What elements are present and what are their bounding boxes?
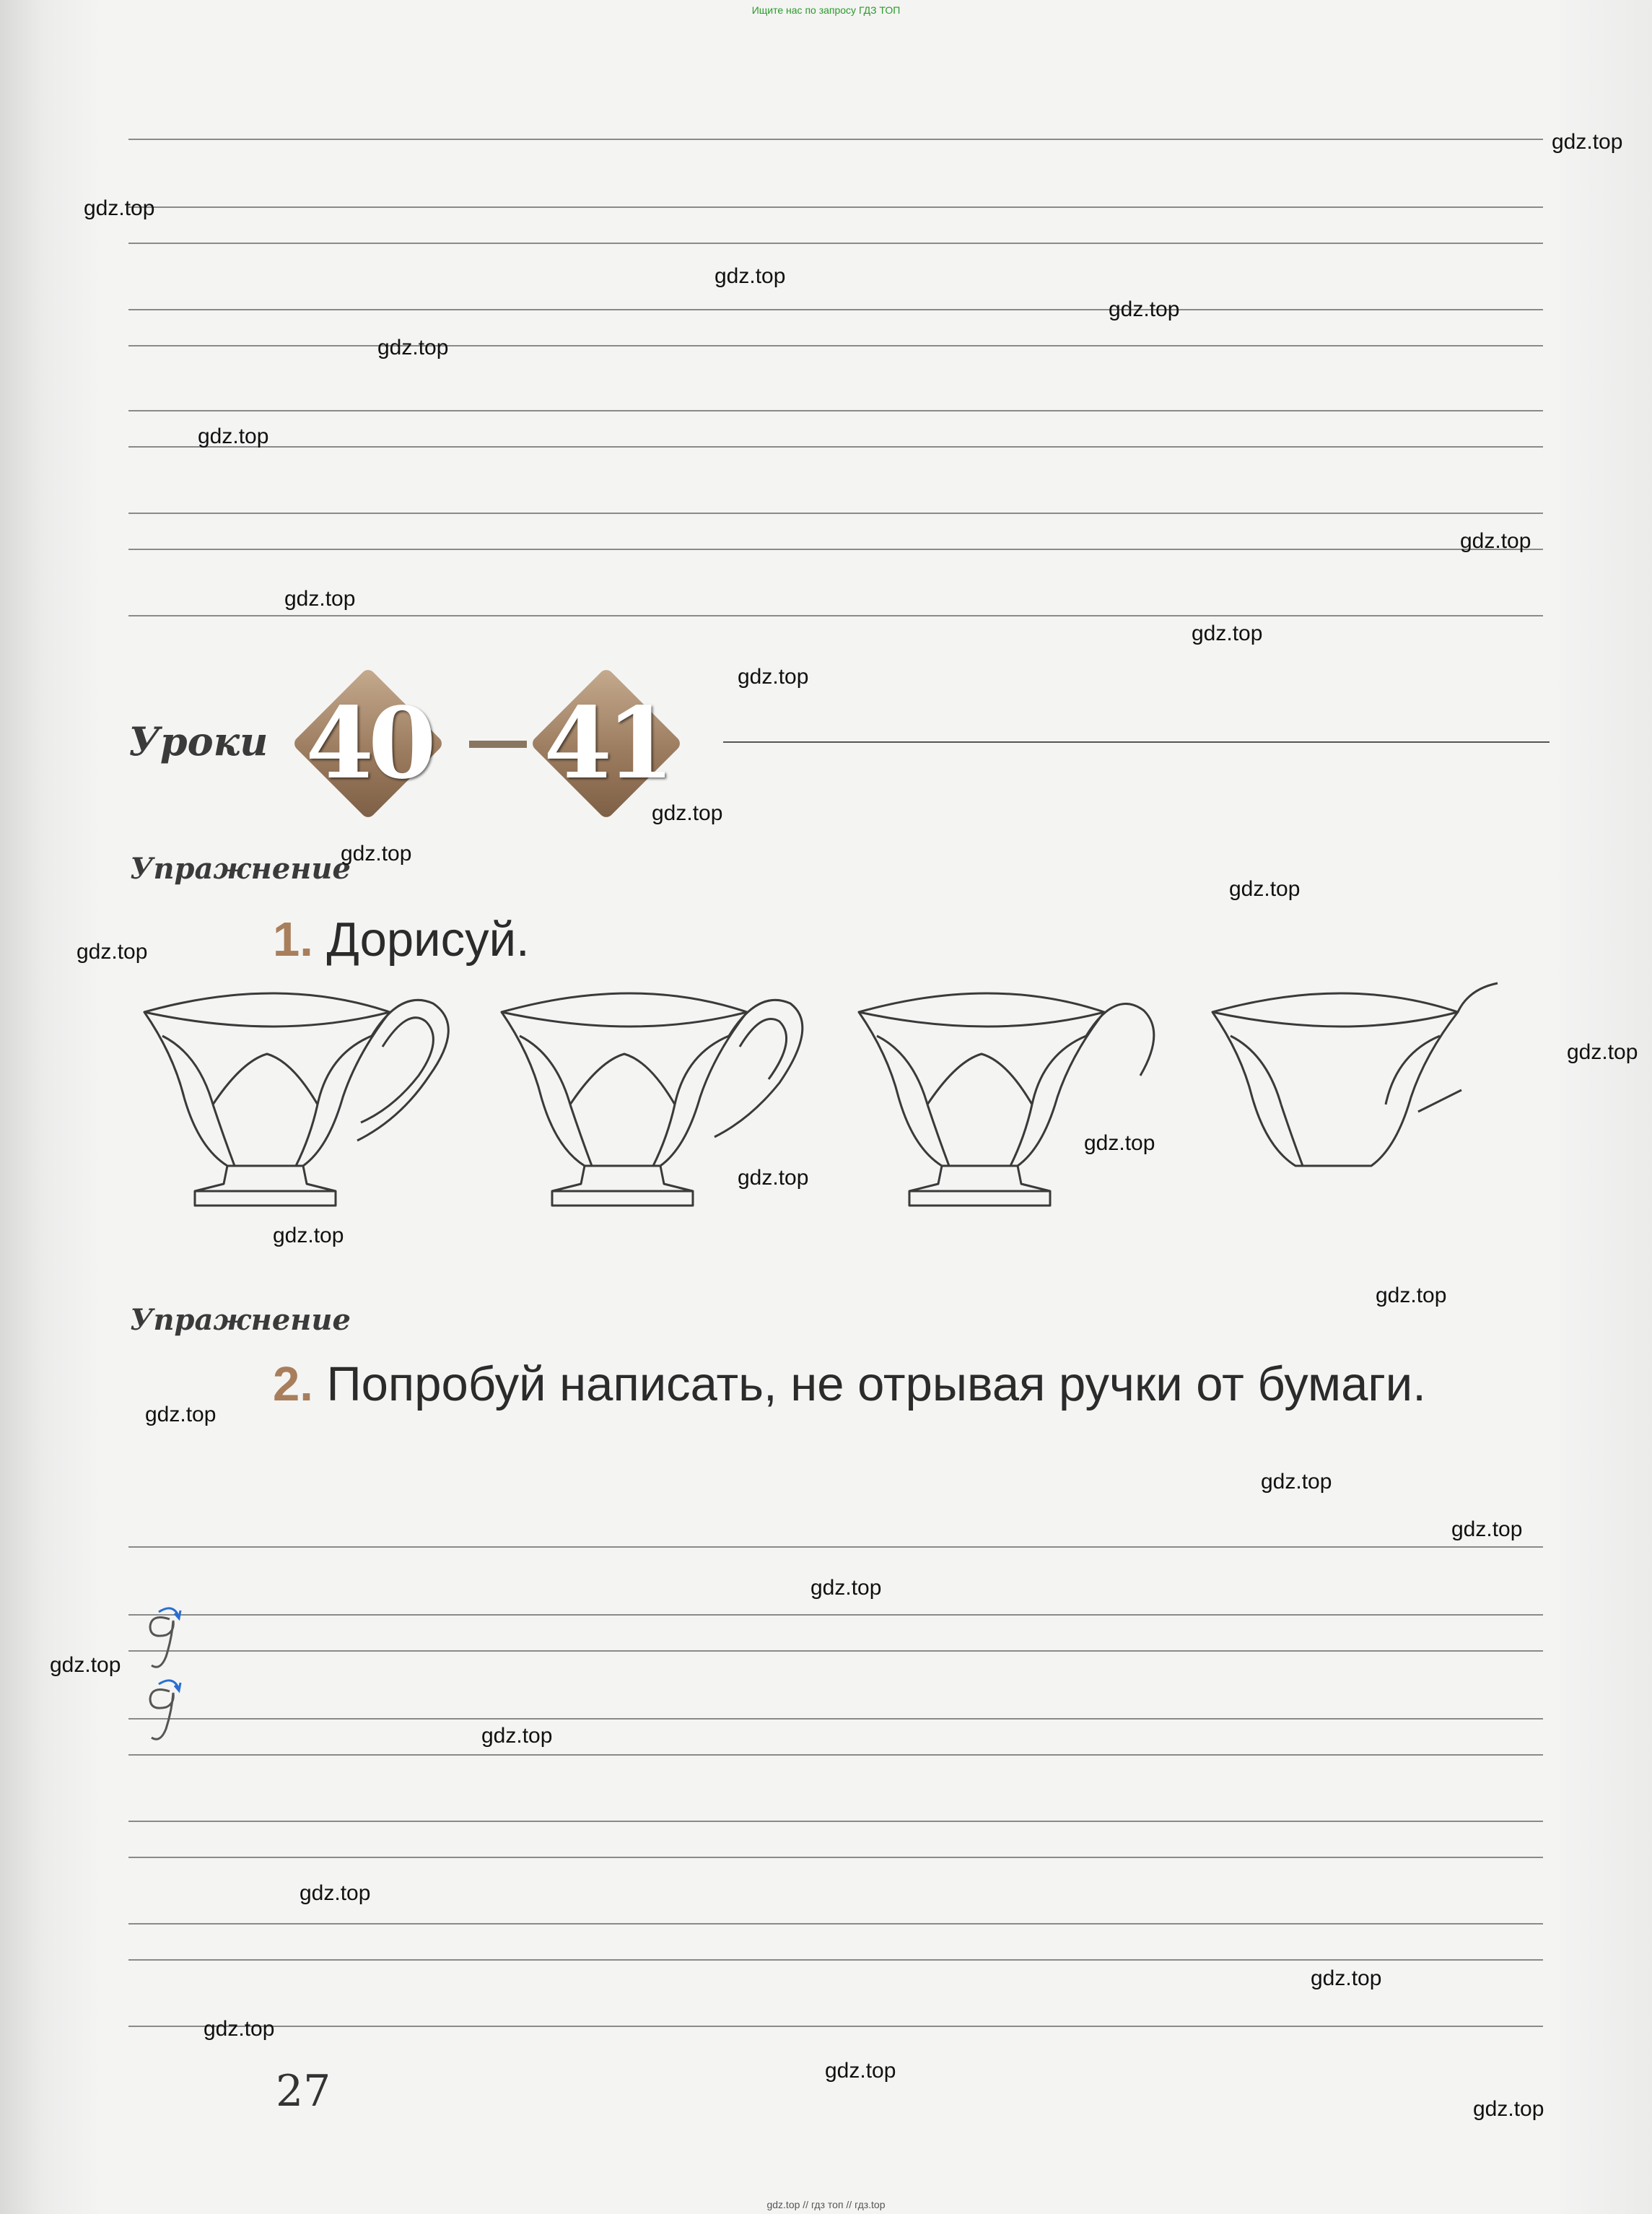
writing-line xyxy=(128,549,1543,550)
watermark: gdz.top xyxy=(1552,130,1623,154)
writing-line xyxy=(128,1718,1543,1720)
watermark: gdz.top xyxy=(273,1224,344,1247)
cursive-nine-sample-2 xyxy=(137,1671,195,1751)
writing-line xyxy=(128,1959,1543,1961)
cups-illustration xyxy=(141,975,1512,1220)
cup-1-icon xyxy=(144,993,448,1206)
writing-line xyxy=(128,410,1543,411)
exercise-2-label: Упражнение xyxy=(130,1303,351,1337)
writing-line xyxy=(128,1821,1543,1822)
writing-line xyxy=(128,243,1543,244)
watermark: gdz.top xyxy=(77,940,148,964)
footer-note: gdz.top // гдз топ // гдз.top xyxy=(766,2199,886,2210)
lesson-number-to: 41 xyxy=(543,686,669,801)
watermark: gdz.top xyxy=(1261,1470,1332,1494)
watermark: gdz.top xyxy=(300,1881,371,1905)
watermark: gdz.top xyxy=(481,1724,553,1748)
exercise-2-instruction: Попробуй написать, не отрывая ручки от бумаги. xyxy=(326,1357,1426,1411)
writing-line xyxy=(128,446,1543,448)
writing-line xyxy=(128,1857,1543,1858)
watermark: gdz.top xyxy=(652,801,723,825)
watermark: gdz.top xyxy=(738,665,809,689)
writing-line xyxy=(128,1546,1543,1548)
page-number: 27 xyxy=(276,2066,331,2117)
writing-line xyxy=(128,1754,1543,1756)
writing-line xyxy=(128,2026,1543,2027)
writing-line xyxy=(128,345,1543,347)
watermark: gdz.top xyxy=(1311,1966,1382,1990)
title-underline xyxy=(723,741,1550,743)
watermark: gdz.top xyxy=(204,2017,275,2041)
cursive-nine-sample-1 xyxy=(137,1599,195,1678)
watermark: gdz.top xyxy=(810,1576,882,1600)
watermark: gdz.top xyxy=(714,264,786,288)
watermark: gdz.top xyxy=(198,424,269,448)
watermark: gdz.top xyxy=(738,1166,809,1190)
watermark: gdz.top xyxy=(1376,1283,1447,1307)
lesson-number-from: 40 xyxy=(305,686,431,801)
watermark: gdz.top xyxy=(377,336,449,359)
exercise-1-text xyxy=(273,911,530,969)
exercise-1-instruction: Дорисуй. xyxy=(326,912,530,967)
watermark: gdz.top xyxy=(1473,2097,1544,2121)
writing-line xyxy=(128,513,1543,514)
watermark: gdz.top xyxy=(1451,1517,1523,1541)
writing-line xyxy=(128,615,1543,616)
exercise-2-number: 2. xyxy=(273,1357,313,1411)
watermark: gdz.top xyxy=(1109,297,1180,321)
lesson-dash xyxy=(469,741,527,748)
writing-line xyxy=(128,309,1543,310)
watermark: gdz.top xyxy=(145,1403,217,1426)
watermark: gdz.top xyxy=(1229,877,1301,901)
exercise-2-text xyxy=(273,1356,1550,1413)
watermark: gdz.top xyxy=(1084,1131,1155,1155)
watermark: gdz.top xyxy=(84,196,155,220)
writing-line xyxy=(128,206,1543,208)
writing-line xyxy=(128,1614,1543,1616)
lessons-label: Уроки xyxy=(128,718,268,764)
watermark: gdz.top xyxy=(825,2059,896,2083)
header-note: Ищите нас по запросу ГДЗ ТОП xyxy=(751,4,901,16)
watermark: gdz.top xyxy=(1192,622,1263,645)
cup-3-icon xyxy=(859,993,1154,1206)
watermark: gdz.top xyxy=(341,842,412,866)
writing-line xyxy=(128,1923,1543,1925)
writing-line xyxy=(128,139,1543,140)
writing-line xyxy=(128,1650,1543,1652)
exercise-1-number: 1. xyxy=(273,912,313,967)
watermark: gdz.top xyxy=(284,587,356,611)
watermark: gdz.top xyxy=(1460,529,1531,553)
lesson-badge-to xyxy=(530,668,682,819)
lesson-badge-from xyxy=(292,668,444,819)
exercise-1-label: Упражнение xyxy=(130,852,351,886)
watermark: gdz.top xyxy=(1567,1040,1638,1064)
cup-4-icon xyxy=(1212,983,1498,1166)
watermark: gdz.top xyxy=(50,1653,121,1677)
